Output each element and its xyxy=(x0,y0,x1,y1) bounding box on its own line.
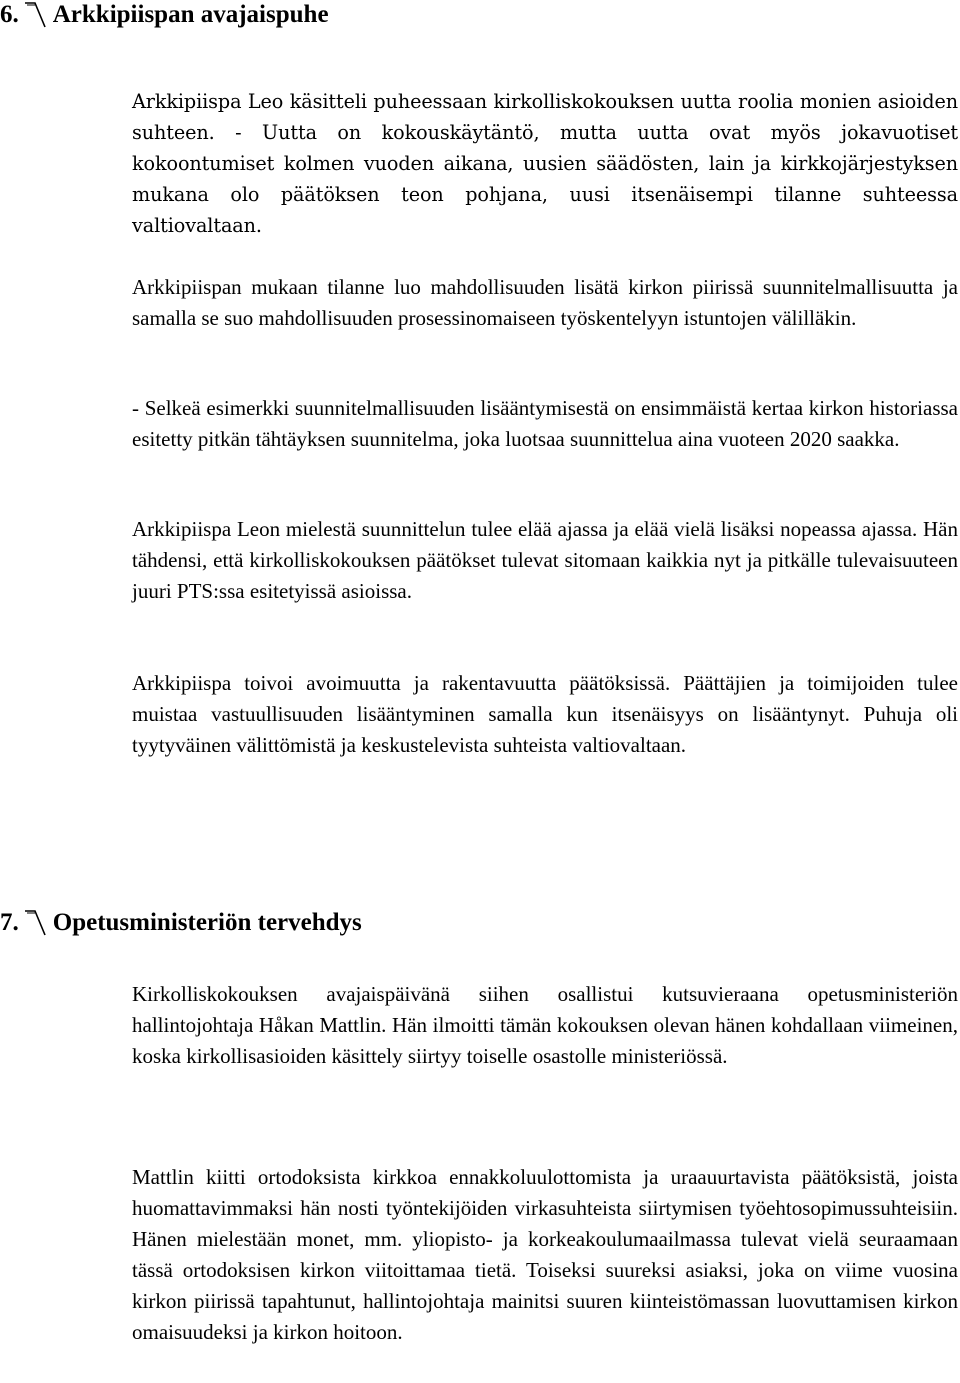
paragraph: Arkkipiispa toivoi avoimuutta ja rakentavuutta päätöksissä. Päättäjien ja toimijoiden tulee muistaa vastuullisuuden lisääntyminen samalla kun itsenäisyys on lisääntynyt. Puhuja oli tyytyväinen välittömistä ja keskustelevista suhteista valtiovaltaan. xyxy=(132,671,958,757)
section-heading-6 xyxy=(0,0,329,30)
slash-mark-icon xyxy=(23,0,47,30)
section-title: Arkkipiispan avajaispuhe xyxy=(52,1,329,28)
paragraph: Arkkipiispa Leon mielestä suunnittelun tulee elää ajassa ja elää vielä lisäksi nopeassa ajassa. Hän tähdensi, että kirkolliskokouksen päätökset tulevat sitomaan kaikkia nyt ja pitkälle tulevaisuuteen juuri PTS:ssa esitetyissä asioissa. xyxy=(132,517,958,603)
paragraph: - Selkeä esimerkki suunnitelmallisuuden lisääntymisestä on ensimmäistä kertaa kirkon historiassa esitetty pitkän tähtäyksen suunnitelma, joka luotsaa suunnittelua aina vuoteen 2020 saakka. xyxy=(132,396,958,451)
section-heading-7 xyxy=(0,908,362,938)
paragraph: Arkkipiispan mukaan tilanne luo mahdollisuuden lisätä kirkon piirissä suunnitelmallisuutta ja samalla se suo mahdollisuuden prosessinomaiseen työskentelyyn istuntojen välilläkin. xyxy=(132,275,958,330)
paragraph: Mattlin kiitti ortodoksista kirkkoa ennakkoluulottomista ja uraauurtavista päätöksistä, joista huomattavimmaksi hän nosti työntekijöiden virkasuhteista siirtymisen työehtosopimussuhteisiin. Hänen mielestään monet, mm. yliopisto- ja korkeakoulumaailmassa tulevat vielä seuraamaan tässä ortodoksisen kirkon viitoittamaa tietä. Toiseksi suureksi asiaksi, joka on viime vuosina kirkon piirissä tapahtunut, hallintojohtaja mainitsi suuren kiinteistömassan luovuttamisen kirkon omaisuudeksi ja kirkon hoitoon. xyxy=(132,1165,958,1344)
section-number: 6. xyxy=(0,1,19,28)
section-title: Opetusministeriön tervehdys xyxy=(52,909,362,936)
paragraph: Kirkolliskokouksen avajaispäivänä siihen osallistui kutsuvieraana opetusministeriön hallintojohtaja Håkan Mattlin. Hän ilmoitti tämän kokouksen olevan hänen kohdallaan viimeinen, koska kirkollisasioiden käsittely siirtyy toiselle osastolle ministeriössä. xyxy=(132,982,958,1068)
section-number: 7. xyxy=(0,909,19,936)
paragraph: Arkkipiispa Leo käsitteli puheessaan kirkolliskokouksen uutta roolia monien asioiden suhteen. - Uutta on kokouskäytäntö, mutta uutta ovat myös jokavuotiset kokoontumiset kolmen vuoden aikana, uusien säädösten, lain ja kirkkojärjestyksen mukana olo päätöksen teon pohjana, uusi itsenäisempi tilanne suhteessa valtiovaltaan. xyxy=(132,90,958,237)
slash-mark-icon xyxy=(23,908,47,938)
